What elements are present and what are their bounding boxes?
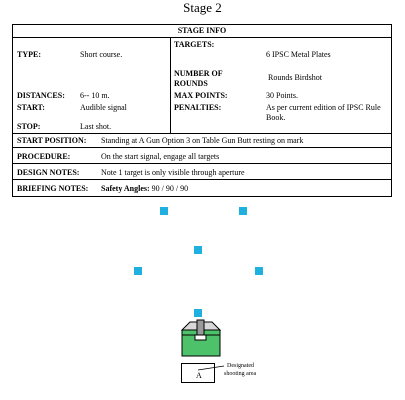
penalties-value-line1: As per current edition of IPSC Rule [266,103,381,112]
start-label: START: [17,103,45,112]
metal-plate-target [255,267,263,275]
stop-value: Last shot. [80,122,112,131]
page-title: Stage 2 [183,0,222,15]
metal-plate-target [194,246,202,254]
targets-label: TARGETS: [174,40,215,49]
max-points-value: 30 Points. [266,91,299,100]
stage-info-header: STAGE INFO [177,26,227,35]
distances-value: 6-- 10 m. [80,91,110,100]
rounds-value: Rounds Birdshot [268,73,323,82]
gun-table-icon [178,318,224,360]
row-divider [12,163,392,164]
targets-value: 6 IPSC Metal Plates [266,50,331,59]
table-border-top [12,24,392,25]
table-border-left [12,24,13,197]
shooting-area-label-line1: Designated [227,363,254,369]
table-border-bottom [12,196,392,197]
briefing-notes-value [101,184,188,194]
design-notes-label: DESIGN NOTES: [17,168,80,177]
table-border-right [391,24,392,197]
metal-plate-target [134,267,142,275]
safety-angles-label: Safety Angles: [101,184,150,193]
start-position-value: Standing at A Gun Option 3 on Table Gun Butt resting on mark [101,136,304,145]
start-position-label: START POSITION: [17,136,87,145]
procedure-label: PROCEDURE: [17,152,71,161]
shooting-area-pointer [196,364,226,372]
penalties-label: PENALTIES: [174,103,222,112]
procedure-value: On the start signal, engage all targets [101,152,220,161]
rounds-label-line2: ROUNDS [174,79,208,88]
type-label: TYPE: [17,50,41,59]
safety-angles-value: 90 / 90 / 90 [151,184,189,193]
max-points-label: MAX POINTS: [174,91,228,100]
briefing-notes-label: BRIEFING NOTES: [17,184,89,193]
row-divider [12,179,392,180]
metal-plate-target [160,207,168,215]
shooting-area-letter: A [196,371,202,380]
penalties-value-line2: Book. [266,113,286,122]
metal-plate-target [194,309,202,317]
design-notes-value: Note 1 target is only visible through aperture [101,168,245,177]
metal-plate-target [239,207,247,215]
row-divider [12,133,392,134]
column-divider [170,37,171,134]
row-divider [12,147,392,148]
distances-label: DISTANCES: [17,91,65,100]
shooting-area-label-line2: shooting area [224,371,257,377]
start-value: Audible signal [80,103,127,112]
type-value: Short course. [80,50,123,59]
rounds-label-line1: NUMBER OF [174,69,223,78]
stop-label: STOP: [17,122,41,131]
row-divider [12,37,392,38]
